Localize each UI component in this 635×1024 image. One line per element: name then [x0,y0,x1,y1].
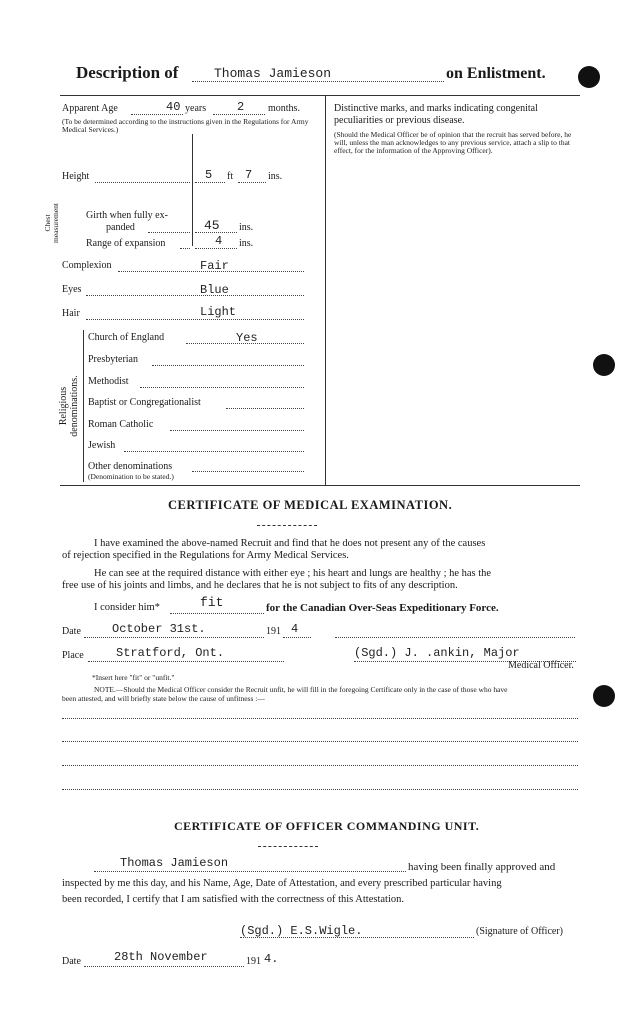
punch-hole [578,66,600,88]
age-years: 40 [166,100,181,114]
religion-note: (Denomination to be stated.) [88,472,174,481]
exam-year-value: 4 [291,622,299,636]
consider-label: I consider him* [94,602,160,613]
religion-church-of-england: Church of England [88,332,165,343]
range-ins: ins. [239,238,254,249]
header-prefix: Description of [76,63,179,82]
height-label: Height [62,171,90,182]
exam-date-label: Date [62,626,81,637]
medical-para2-line2: free use of his joints and limbs, and he declares that he is not subject to fits of any description. [62,580,458,591]
hair-label: Hair [62,308,80,319]
religion-roman-catholic: Roman Catholic [88,419,154,430]
hair-value: Light [200,305,237,319]
consider-suffix: for the Canadian Over-Seas Expeditionary Force. [266,602,499,614]
religion-presbyterian: Presbyterian [88,354,138,365]
exam-place-value: Stratford, Ont. [116,646,225,660]
exam-date-value: October 31st. [112,622,206,636]
height-inches: 7 [245,168,253,182]
insert-note: *Insert here "fit" or "unfit." [92,673,175,682]
girth-label-2: panded [106,222,135,233]
recruit-name: Thomas Jamieson [214,66,332,81]
eyes-label: Eyes [62,284,82,295]
age-note: (To be determined according to the instructions given in the Regulations for Army Medical Services.) [62,117,309,134]
column-divider [325,95,326,485]
header-suffix: on Enlistment. [446,65,546,82]
marks-label-2: peculiarities or previous disease. [334,115,465,126]
range-label: Range of expansion [86,238,166,249]
punch-hole [593,685,615,707]
complexion-value: Fair [200,259,229,273]
medical-para1-line2: of rejection specified in the Regulations for Army Medical Services. [62,550,349,561]
religion-jewish: Jewish [88,440,116,451]
commanding-recruit-name: Thomas Jamieson [120,856,229,870]
commanding-line3: been recorded, I certify that I am satisfied with the correctness of this Attestation. [62,894,405,905]
commanding-officer-signature: (Sgd.) E.S.Wigle. [240,924,363,938]
punch-hole [593,354,615,376]
top-rule [60,95,580,96]
commanding-date-value: 28th November [114,950,208,964]
table-bottom-rule [60,485,580,486]
feet-label: ft [227,171,234,182]
unfitness-line [62,765,578,766]
complexion-label: Complexion [62,260,112,271]
months-label: months. [268,103,300,114]
medical-officer-signature: (Sgd.) J. .ankin, Major [354,646,520,660]
unfitness-line [62,718,578,719]
commanding-date-label: Date [62,956,81,967]
exam-place-label: Place [62,650,84,661]
exam-year-prefix: 191 [266,626,281,637]
marks-label-1: Distinctive marks, and marks indicating congenital [334,103,538,114]
unfit-note-line1: NOTE.—Should the Medical Officer consider the Recruit unfit, he will fill in the foregoing Certificate only in the case of those who have [94,685,508,694]
commanding-certificate-title: CERTIFICATE OF OFFICER COMMANDING UNIT. [174,819,480,833]
commanding-year-prefix: 191 [246,956,261,967]
medical-officer-label: Medical Officer. [508,660,574,671]
years-label: years [185,103,207,114]
religion-church-of-england-value: Yes [236,331,258,345]
unfit-note-line2: been attested, and will briefly state below the cause of unfitness :— [62,694,265,703]
marks-note: (Should the Medical Officer be of opinion that the recruit has served before, he will, unless the man acknowledges to any previous service, attach a slip to that effect, for the information of the Approving Officer). [334,130,572,155]
medical-para2-line1: He can see at the required distance with either eye ; his heart and lungs are healthy ; he has the [94,568,492,579]
religion-other: Other denominations [88,461,173,472]
girth-value: 45 [204,218,220,233]
fitness-value: fit [200,595,224,610]
age-label: Apparent Age [62,103,118,114]
religion-side-label: Religious denominations. [58,375,80,437]
religion-methodist: Methodist [88,376,129,387]
height-feet: 5 [205,168,213,182]
medical-certificate-title: CERTIFICATE OF MEDICAL EXAMINATION. [168,498,453,512]
religion-baptist: Baptist or Congregationalist [88,397,201,408]
girth-label-1: Girth when fully ex- [86,210,168,221]
range-value: 4 [215,234,223,248]
commanding-line1: having been finally approved and [408,861,556,873]
commanding-signature-label: (Signature of Officer) [476,926,564,937]
eyes-value: Blue [200,283,229,297]
inches-label: ins. [268,171,283,182]
unfitness-line [62,741,578,742]
commanding-line2: inspected by me this day, and his Name, Age, Date of Attestation, and every prescribed particular having [62,878,502,889]
medical-para1-line1: I have examined the above-named Recruit and find that he does not present any of the causes [94,538,486,549]
girth-ins: ins. [239,222,254,233]
chest-side-label: Chest measurement [43,203,60,243]
commanding-year-value: 4. [264,952,279,966]
unfitness-line [62,789,578,790]
age-months: 2 [237,100,245,114]
